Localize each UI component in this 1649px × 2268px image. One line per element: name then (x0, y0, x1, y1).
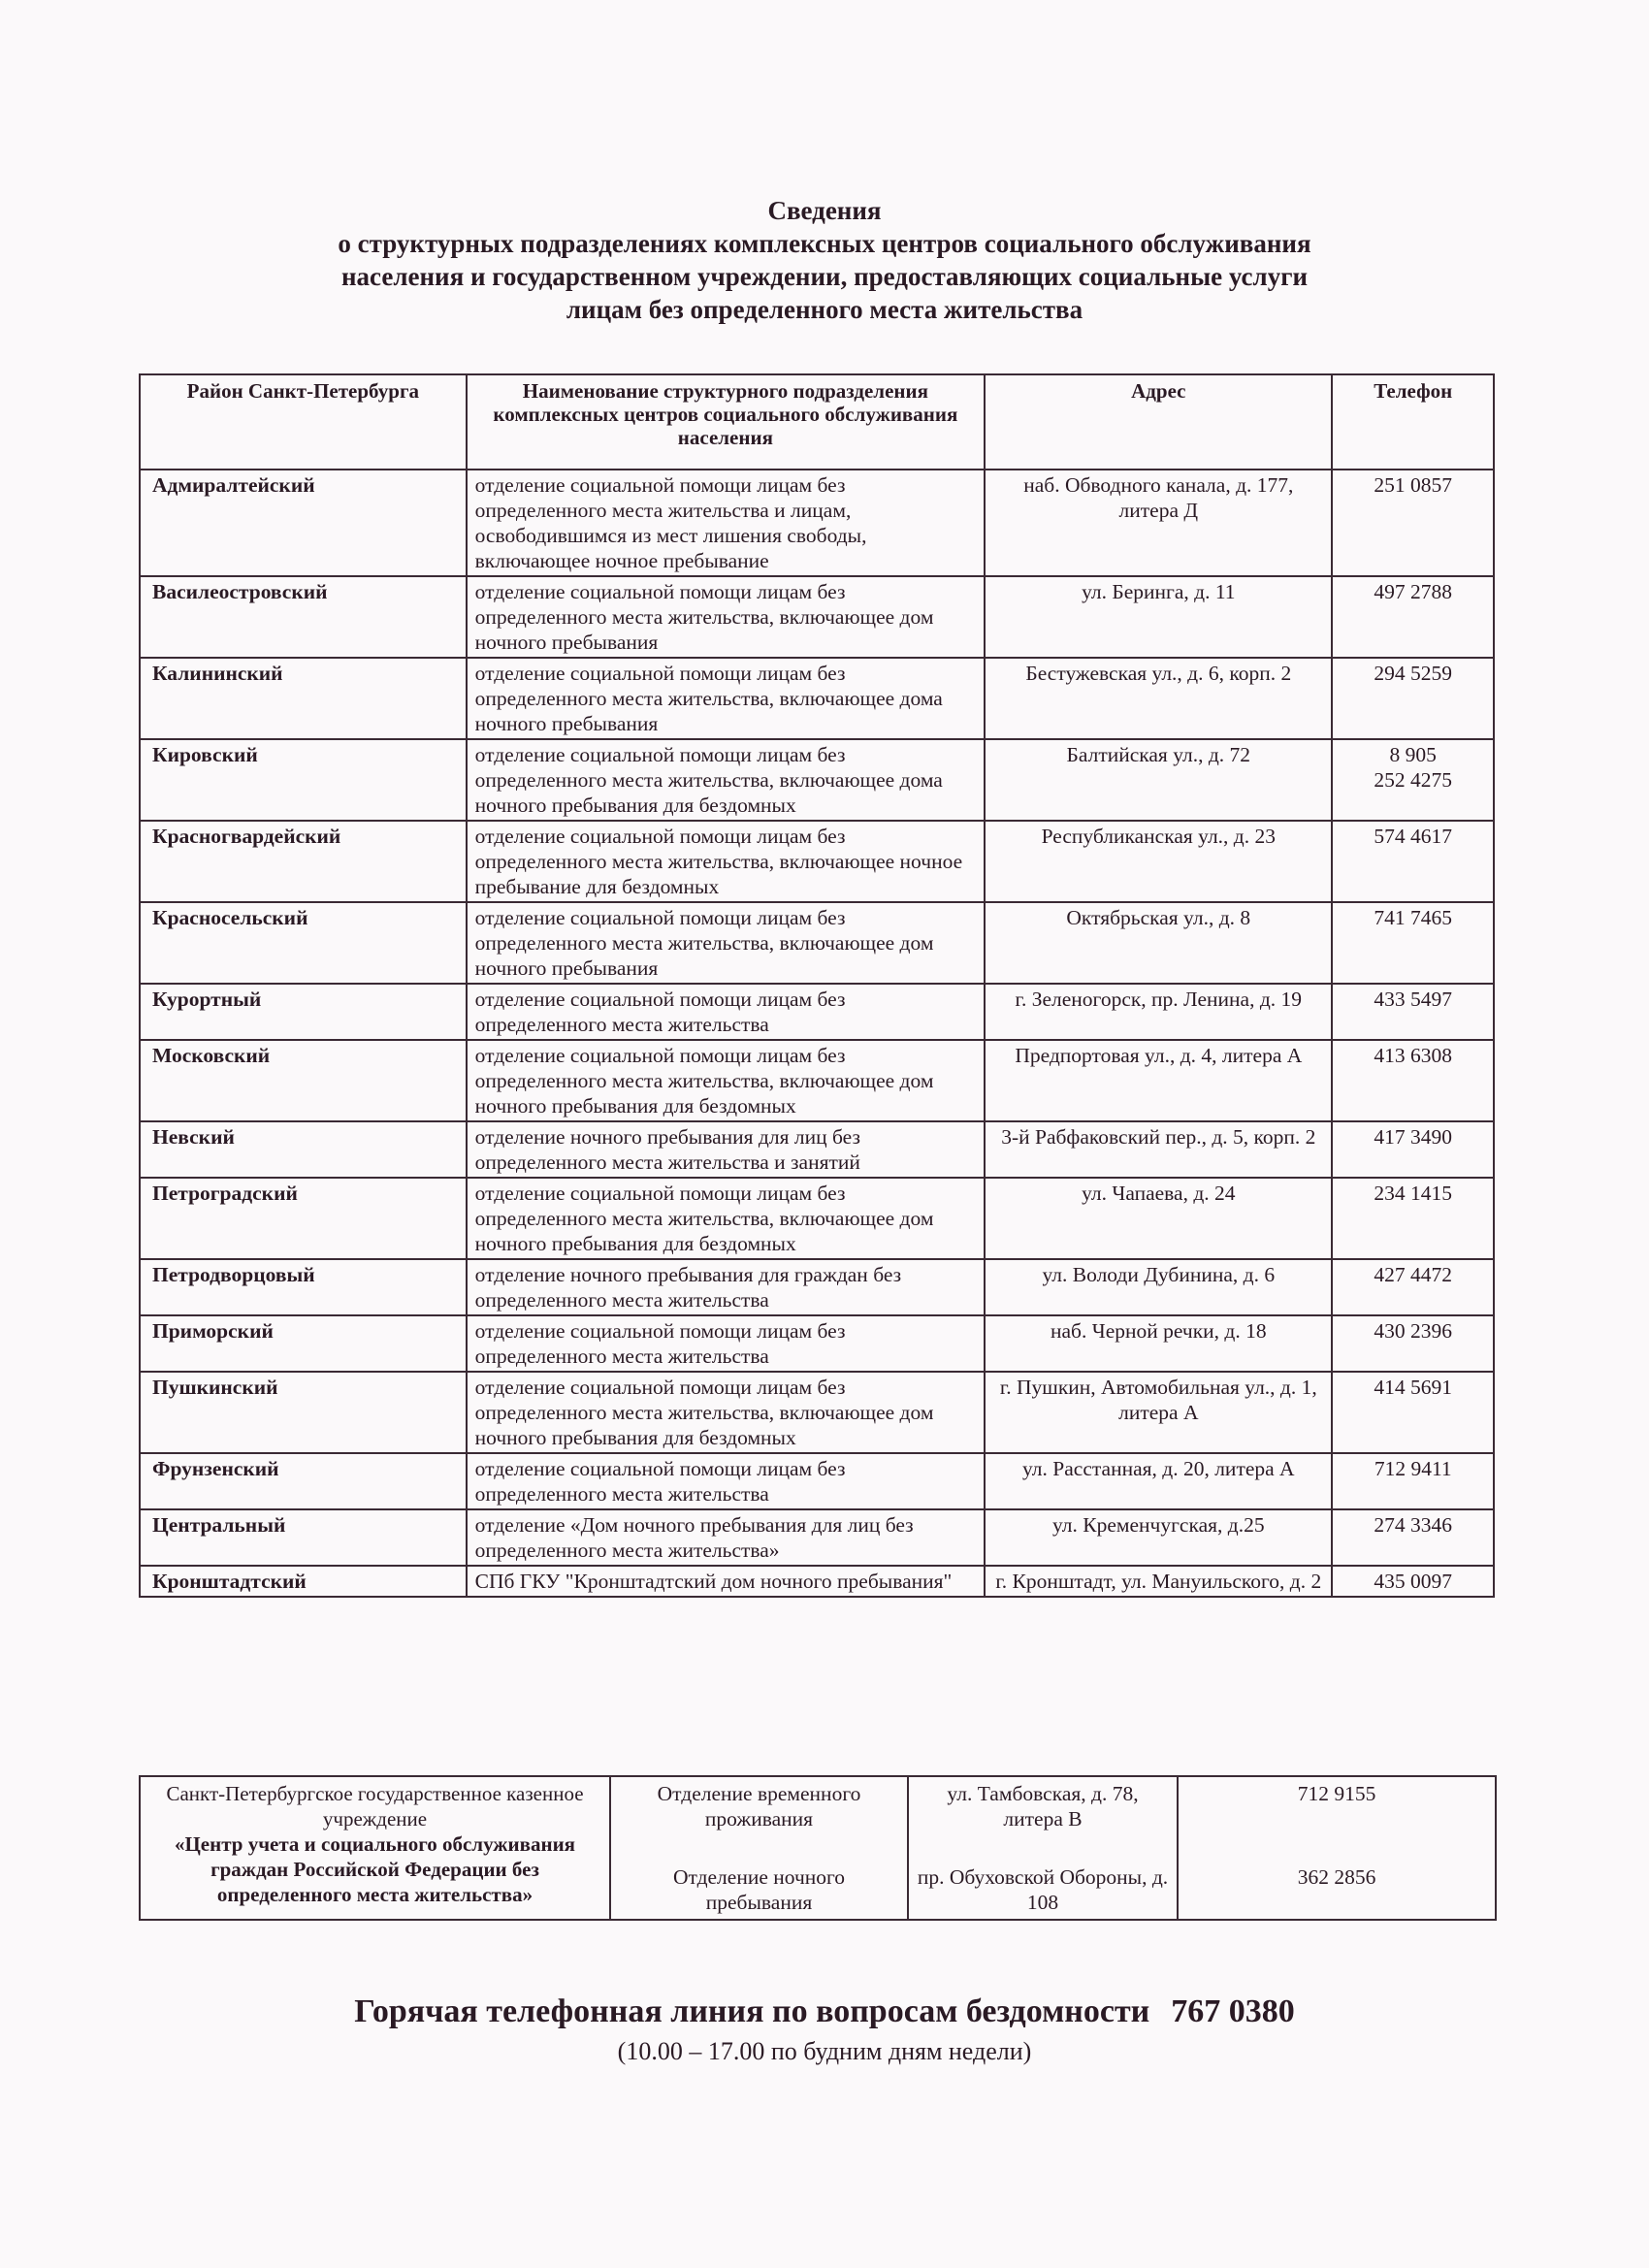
phone-cell (1332, 1259, 1494, 1315)
unit-cell: отделение социальной помощи лицам без определенного места жительства, включающее дом ночного пребывания для бездомных (467, 1178, 986, 1259)
district-cell: Приморский (140, 1315, 467, 1372)
header-district: Район Санкт-Петербурга (140, 374, 467, 470)
phone-cell (1332, 1453, 1494, 1509)
document-title (146, 194, 1504, 326)
address-cell: Предпортовая ул., д. 4, литера А (985, 1040, 1332, 1121)
table-row (140, 1315, 1494, 1372)
title-line-2: о структурных подразделениях комплексных центров социального обслуживания (338, 229, 1311, 258)
unit-cell: отделение «Дом ночного пребывания для лиц без определенного места жительства» (467, 1509, 986, 1566)
institution-unit-2: Отделение ночного пребывания (672, 1865, 846, 1914)
phone-number: 574 4617 (1374, 825, 1453, 848)
district-cell: Центральный (140, 1509, 467, 1566)
unit-cell: СПб ГКУ "Кронштадтский дом ночного пребывания" (467, 1566, 986, 1597)
address-cell: Республиканская ул., д. 23 (985, 821, 1332, 902)
phone-cell (1332, 1040, 1494, 1121)
district-cell: Адмиралтейский (140, 470, 467, 576)
phone-number: 435 0097 (1374, 1570, 1453, 1593)
phone-cell (1332, 1121, 1494, 1178)
table-header-row (140, 374, 1494, 470)
district-cell: Петродворцовый (140, 1259, 467, 1315)
address-cell: наб. Обводного канала, д. 177, литера Д (985, 470, 1332, 576)
district-cell: Пушкинский (140, 1372, 467, 1453)
table-row (140, 1372, 1494, 1453)
district-cell: Петроградский (140, 1178, 467, 1259)
unit-cell: отделение ночного пребывания для граждан без определенного места жительства (467, 1259, 986, 1315)
phone-number: 427 4472 (1374, 1263, 1453, 1286)
phone-number: 251 0857 (1374, 473, 1453, 497)
table-row (140, 576, 1494, 658)
institution-phone-1: 712 9155 (1297, 1782, 1376, 1805)
phone-cell (1332, 576, 1494, 658)
unit-cell: отделение социальной помощи лицам без определенного места жительства (467, 1453, 986, 1509)
table-row (140, 821, 1494, 902)
phone-number: 413 6308 (1374, 1044, 1453, 1067)
title-line-4: лицам без определенного места жительства (566, 295, 1083, 324)
unit-cell: отделение социальной помощи лицам без определенного места жительства (467, 1315, 986, 1372)
unit-cell: отделение социальной помощи лицам без определенного места жительства, включающее дом ночного пребывания (467, 902, 986, 984)
address-cell: г. Зеленогорск, пр. Ленина, д. 19 (985, 984, 1332, 1040)
table-row (140, 658, 1494, 739)
institution-addresses (908, 1776, 1178, 1920)
table-row (140, 902, 1494, 984)
phone-number: 252 4275 (1374, 768, 1453, 792)
phone-number: 430 2396 (1374, 1319, 1453, 1343)
address-cell: ул. Расстанная, д. 20, литера А (985, 1453, 1332, 1509)
phone-cell (1332, 1315, 1494, 1372)
district-cell: Кронштадтский (140, 1566, 467, 1597)
phone-cell (1332, 470, 1494, 576)
table-row (140, 1259, 1494, 1315)
district-cell: Московский (140, 1040, 467, 1121)
hotline (146, 1993, 1504, 2030)
header-address: Адрес (985, 374, 1332, 470)
phone-cell (1332, 902, 1494, 984)
phone-number: 414 5691 (1374, 1376, 1453, 1399)
unit-cell: отделение социальной помощи лицам без определенного места жительства и лицам, освободившимся из мест лишения свободы, включающее ночное пребывание (467, 470, 986, 576)
districts-table (139, 373, 1495, 1598)
unit-cell: отделение социальной помощи лицам без определенного места жительства, включающее дома ночного пребывания (467, 658, 986, 739)
institution-address-1: ул. Тамбовская, д. 78, литера В (947, 1782, 1139, 1831)
address-cell: наб. Черной речки, д. 18 (985, 1315, 1332, 1372)
district-cell: Василеостровский (140, 576, 467, 658)
unit-cell: отделение социальной помощи лицам без определенного места жительства, включающее дома ночного пребывания для бездомных (467, 739, 986, 821)
address-cell: 3-й Рабфаковский пер., д. 5, корп. 2 (985, 1121, 1332, 1178)
district-cell: Невский (140, 1121, 467, 1178)
table-row (140, 1178, 1494, 1259)
table-row (140, 470, 1494, 576)
phone-number: 741 7465 (1374, 906, 1453, 929)
phone-cell (1332, 984, 1494, 1040)
address-cell: ул. Беринга, д. 11 (985, 576, 1332, 658)
institution-name-part1: Санкт-Петербургское государственное казенное учреждение (166, 1782, 584, 1831)
institution-name (140, 1776, 610, 1920)
institution-unit-1: Отделение временного проживания (657, 1782, 861, 1831)
table-row (140, 1040, 1494, 1121)
phone-cell (1332, 1178, 1494, 1259)
phone-number: 8 905 (1389, 743, 1437, 766)
phone-number: 294 5259 (1374, 662, 1453, 685)
phone-number: 712 9411 (1374, 1457, 1452, 1480)
unit-cell: отделение социальной помощи лицам без определенного места жительства, включающее дом ночного пребывания для бездомных (467, 1372, 986, 1453)
address-cell: ул. Володи Дубинина, д. 6 (985, 1259, 1332, 1315)
address-cell: ул. Кременчугская, д.25 (985, 1509, 1332, 1566)
phone-number: 274 3346 (1374, 1513, 1453, 1537)
phone-number: 497 2788 (1374, 580, 1453, 603)
header-phone: Телефон (1332, 374, 1494, 470)
unit-cell: отделение ночного пребывания для лиц без определенного места жительства и занятий (467, 1121, 986, 1178)
phone-number: 417 3490 (1374, 1125, 1453, 1149)
address-cell: Балтийская ул., д. 72 (985, 739, 1332, 821)
phone-cell (1332, 1509, 1494, 1566)
phone-number: 234 1415 (1374, 1182, 1453, 1205)
phone-cell (1332, 1566, 1494, 1597)
title-line-1: Сведения (767, 196, 882, 225)
address-cell: ул. Чапаева, д. 24 (985, 1178, 1332, 1259)
title-line-3: населения и государственном учреждении, предоставляющих социальные услуги (340, 262, 1309, 291)
district-cell: Кировский (140, 739, 467, 821)
address-cell: Бестужевская ул., д. 6, корп. 2 (985, 658, 1332, 739)
phone-cell (1332, 821, 1494, 902)
institution-table (139, 1775, 1497, 1921)
institution-name-part2: «Центр учета и социального обслуживания граждан Российской Федерации без определенного места жительства» (174, 1832, 576, 1906)
address-cell: Октябрьская ул., д. 8 (985, 902, 1332, 984)
table-row (140, 984, 1494, 1040)
institution-row (140, 1776, 1496, 1920)
unit-cell: отделение социальной помощи лицам без определенного места жительства, включающее ночное пребывание для бездомных (467, 821, 986, 902)
unit-cell: отделение социальной помощи лицам без определенного места жительства, включающее дом ночного пребывания для бездомных (467, 1040, 986, 1121)
district-cell: Красносельский (140, 902, 467, 984)
hotline-label: Горячая телефонная линия по вопросам бездомности (354, 1993, 1150, 2029)
institution-units (610, 1776, 908, 1920)
district-cell: Курортный (140, 984, 467, 1040)
header-unit: Наименование структурного подразделения комплексных центров социального обслуживания населения (467, 374, 986, 470)
table-row (140, 1121, 1494, 1178)
district-cell: Красногвардейский (140, 821, 467, 902)
phone-cell (1332, 658, 1494, 739)
unit-cell: отделение социальной помощи лицам без определенного места жительства (467, 984, 986, 1040)
phone-cell (1332, 1372, 1494, 1453)
address-cell: г. Пушкин, Автомобильная ул., д. 1, литера А (985, 1372, 1332, 1453)
phone-number: 433 5497 (1374, 988, 1453, 1011)
hotline-number: 767 0380 (1171, 1993, 1295, 2029)
institution-phone-2: 362 2856 (1297, 1865, 1376, 1889)
unit-cell: отделение социальной помощи лицам без определенного места жительства, включающее дом ночного пребывания (467, 576, 986, 658)
district-cell: Калининский (140, 658, 467, 739)
address-cell: г. Кронштадт, ул. Мануильского, д. 2 (985, 1566, 1332, 1597)
institution-phones (1178, 1776, 1496, 1920)
phone-cell (1332, 739, 1494, 821)
table-row (140, 739, 1494, 821)
district-cell: Фрунзенский (140, 1453, 467, 1509)
table-row (140, 1509, 1494, 1566)
table-row (140, 1566, 1494, 1597)
table-row (140, 1453, 1494, 1509)
hotline-hours: (10.00 – 17.00 по будним дням недели) (617, 2037, 1032, 2065)
institution-address-2: пр. Обуховской Обороны, д. 108 (917, 1865, 1169, 1914)
